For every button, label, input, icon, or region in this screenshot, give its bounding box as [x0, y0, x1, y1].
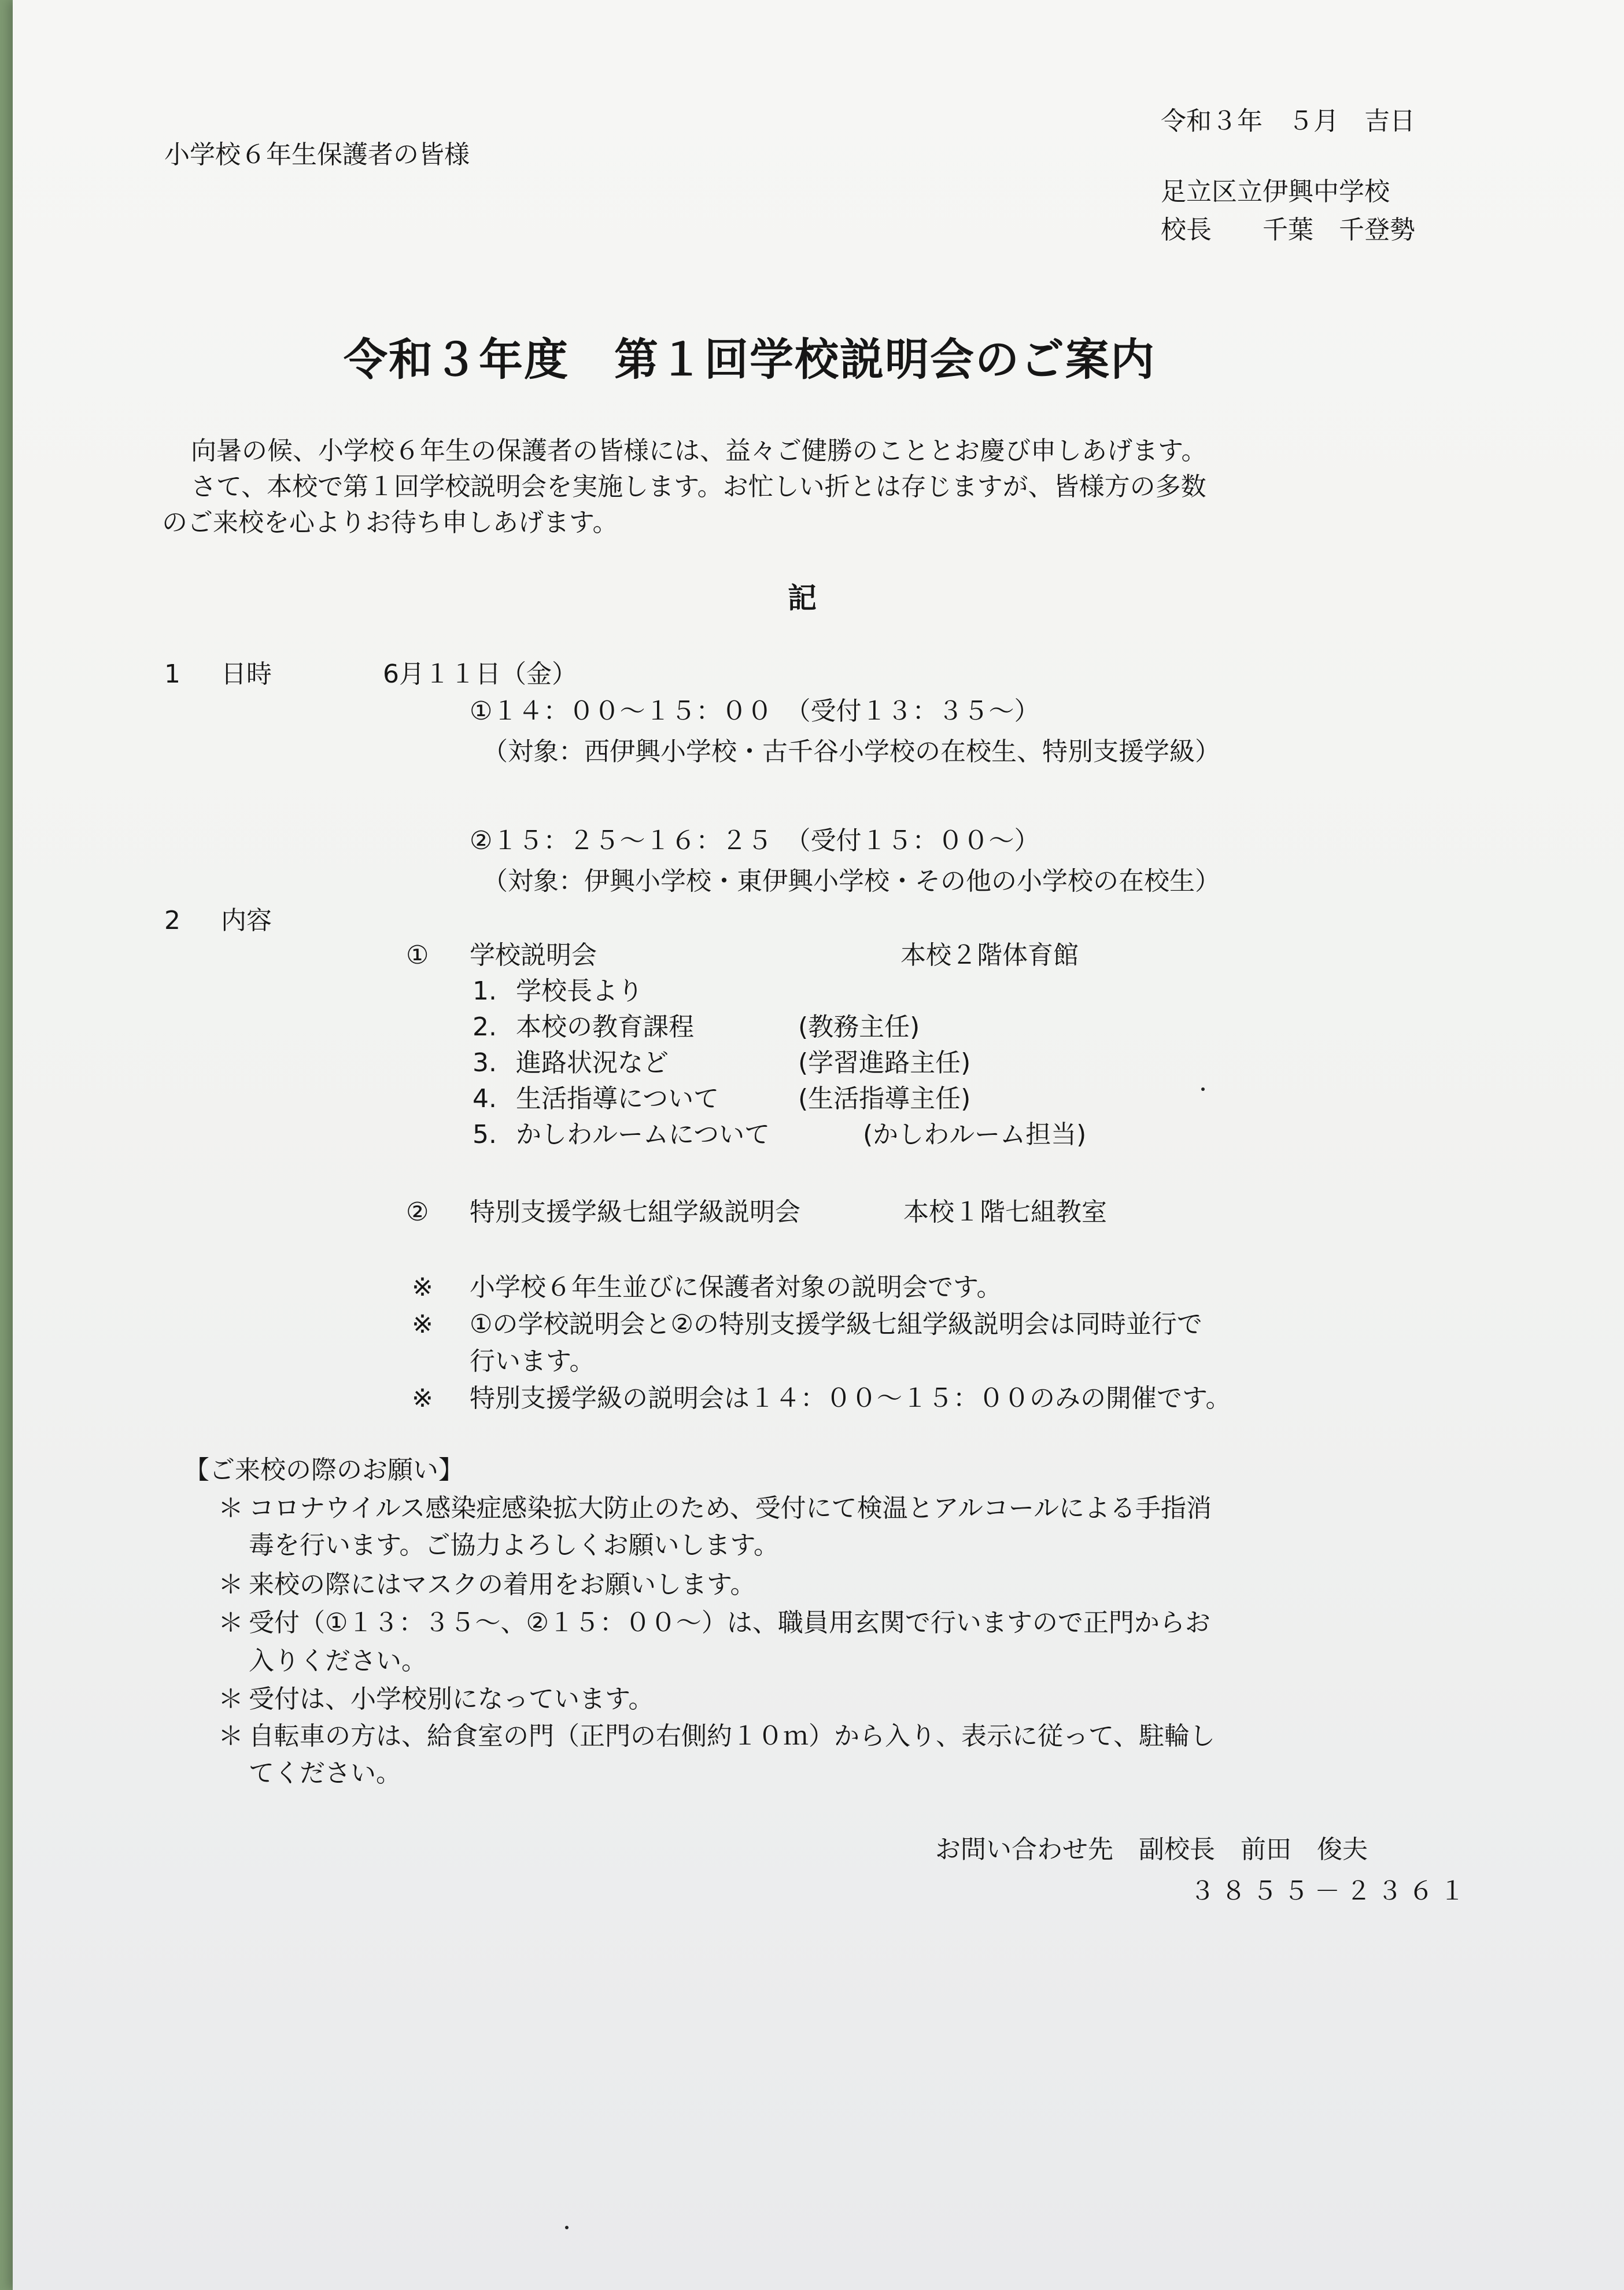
agenda-item-4-num: 4.	[473, 1084, 497, 1113]
note-1-mark: ※	[412, 1273, 433, 1302]
request-1-line2: 毒を行います。ご協力よろしくお願いします。	[249, 1531, 779, 1560]
note-1-text: 小学校６年生並びに保護者対象の説明会です。	[470, 1273, 1002, 1302]
contact-phone: ３８５５－２３６１	[1190, 1876, 1471, 1906]
section1-label: 日時	[221, 659, 272, 689]
paper-speck	[1201, 1087, 1205, 1091]
request-5-line2: てください。	[249, 1758, 401, 1788]
section1-date: 6月１１日（金）	[383, 659, 577, 689]
request-4-line1: 受付は、小学校別になっています。	[249, 1684, 654, 1714]
agenda-item-1-text: 学校長より	[516, 976, 643, 1006]
ki-heading: 記	[788, 581, 817, 615]
intro-line-1: 向暑の候、小学校６年生の保護者の皆様には、益々ご健勝のこととお慶び申しあげます。	[191, 436, 1207, 466]
agenda-item-3-num: 3.	[473, 1048, 497, 1078]
request-3-line2: 入りください。	[249, 1646, 427, 1676]
part1-place: 本校２階体育館	[900, 941, 1079, 970]
requests-heading: 【ご来校の際のお願い】	[184, 1455, 464, 1485]
request-3-line1: 受付（①１３：３５～、②１５：００～）は、職員用玄関で行いますので正門からお	[249, 1608, 1210, 1638]
document-page	[13, 0, 1624, 2290]
issue-date: 令和３年 ５月 吉日	[1161, 106, 1415, 136]
note-2-text-line2: 行います。	[470, 1347, 595, 1376]
agenda-item-1-num: 1.	[473, 976, 497, 1006]
request-1-line1: コロナウイルス感染症感染拡大防止のため、受付にて検温とアルコールによる手指消	[249, 1494, 1212, 1523]
request-4-mark: ＊	[218, 1684, 243, 1714]
section2-label: 内容	[221, 906, 272, 935]
part1-title: 学校説明会	[470, 941, 597, 970]
agenda-item-2-text: 本校の教育課程	[516, 1012, 694, 1042]
sender-principal: 校長 千葉 千登勢	[1161, 215, 1415, 245]
request-5-line1: 自転車の方は、給食室の門（正門の右側約１０ｍ）から入り、表示に従って、駐輪し	[249, 1721, 1216, 1751]
agenda-item-5-role: (かしわルーム担当)	[863, 1120, 1087, 1149]
intro-line-2: さて、本校で第１回学校説明会を実施します。お忙しい折とは存じますが、皆様方の多数	[191, 472, 1206, 501]
request-2-line1: 来校の際にはマスクの着用をお願いします。	[249, 1570, 756, 1599]
note-2-text-line1: ①の学校説明会と②の特別支援学級七組学級説明会は同時並行で	[470, 1310, 1202, 1339]
section1-number: 1	[164, 659, 180, 689]
recipient-line: 小学校６年生保護者の皆様	[164, 140, 470, 169]
paper-speck	[565, 2226, 569, 2229]
session1-target: （対象：西伊興小学校・古千谷小学校の在校生、特別支援学級）	[482, 737, 1220, 766]
part2-title: 特別支援学級七組学級説明会	[470, 1197, 800, 1227]
request-5-mark: ＊	[218, 1721, 243, 1751]
agenda-item-4-role: (生活指導主任)	[798, 1084, 971, 1113]
session2-target: （対象：伊興小学校・東伊興小学校・その他の小学校の在校生）	[482, 866, 1220, 896]
request-1-mark: ＊	[218, 1494, 243, 1523]
note-2-mark: ※	[412, 1310, 433, 1339]
agenda-item-3-text: 進路状況など	[516, 1048, 669, 1078]
agenda-item-4-text: 生活指導について	[516, 1084, 719, 1113]
intro-line-3: のご来校を心よりお待ち申しあげます。	[162, 508, 618, 537]
document-title: 令和３年度 第１回学校説明会のご案内	[344, 334, 1156, 385]
sender-school: 足立区立伊興中学校	[1161, 177, 1390, 206]
part2-mark: ②	[406, 1197, 429, 1227]
session2-time: ②１５：２５～１６：２５ （受付１５：００～）	[470, 826, 1040, 855]
agenda-item-2-role: (教務主任)	[798, 1012, 920, 1042]
agenda-item-5-text: かしわルームについて	[516, 1120, 770, 1149]
agenda-item-2-num: 2.	[473, 1012, 497, 1042]
session1-time: ①１４：００～１５：００ （受付１３：３５～）	[470, 696, 1040, 726]
part2-place: 本校１階七組教室	[903, 1197, 1107, 1227]
agenda-item-3-role: (学習進路主任)	[798, 1048, 971, 1078]
note-3-mark: ※	[412, 1384, 433, 1413]
section2-number: 2	[164, 906, 180, 935]
contact-label: お問い合わせ先 副校長 前田 俊夫	[935, 1835, 1368, 1864]
agenda-item-5-num: 5.	[473, 1120, 497, 1149]
request-2-mark: ＊	[218, 1570, 243, 1599]
request-3-mark: ＊	[218, 1608, 243, 1638]
note-3-text: 特別支援学級の説明会は１４：００～１５：００のみの開催です。	[470, 1384, 1231, 1413]
part1-mark: ①	[406, 941, 429, 970]
